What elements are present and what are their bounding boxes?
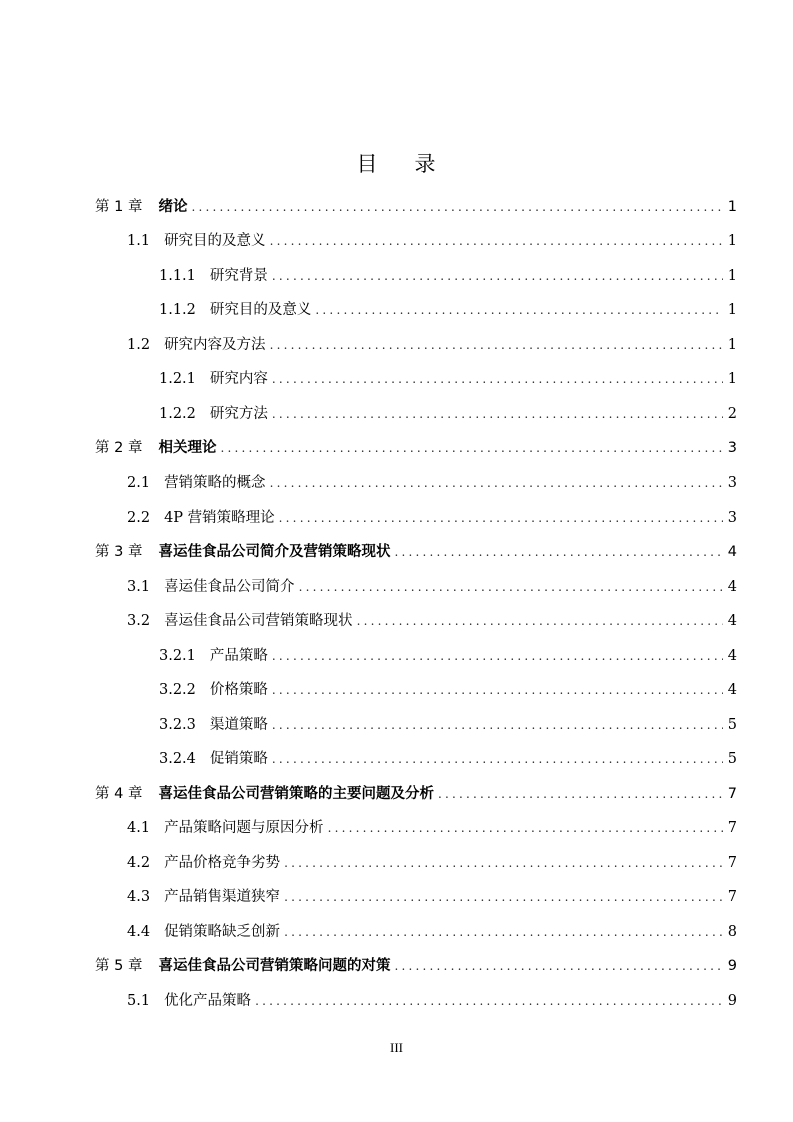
toc-entry-page: 7: [727, 889, 737, 905]
toc-entry-page: 5: [727, 717, 737, 733]
toc-entry-title: 喜运佳食品公司简介: [164, 579, 295, 595]
toc-entry: [127, 852, 737, 874]
toc-entry-number: 1.2.2: [159, 406, 196, 422]
toc-entry: [127, 886, 737, 908]
dot-leader: [328, 817, 723, 839]
toc-entry-page: 3: [727, 510, 737, 526]
dot-leader: [394, 955, 723, 977]
toc-entry-number: 4.2: [127, 855, 151, 871]
toc-entry-number: 4.4: [127, 924, 151, 940]
toc-entry-number: 1.1.2: [159, 302, 196, 318]
title-char-2: 录: [414, 152, 437, 176]
toc-entry-title: 4P 营销策略理论: [164, 510, 275, 526]
toc-entry-page: 4: [727, 544, 737, 560]
toc-entry: [127, 817, 737, 839]
toc-entry-page: 1: [727, 199, 737, 215]
toc-entry-title: 产品策略: [209, 648, 268, 664]
toc-entry-page: 7: [727, 820, 737, 836]
dot-leader: [270, 334, 723, 356]
dot-leader: [284, 852, 723, 874]
toc-entry-title: 研究目的及意义: [209, 302, 312, 318]
toc-entry-title: 喜运佳食品公司营销策略问题的对策: [158, 958, 391, 974]
dot-leader: [255, 990, 723, 1012]
toc-entry-title: 喜运佳食品公司营销策略的主要问题及分析: [158, 786, 434, 802]
toc-entry-title: 研究背景: [209, 268, 268, 284]
dot-leader: [284, 921, 723, 943]
toc-entry-page: 7: [727, 855, 737, 871]
toc-entry: [127, 576, 737, 598]
toc-entry: [127, 610, 737, 632]
toc-entry-title: 研究内容: [209, 371, 268, 387]
toc-entry-page: 3: [727, 440, 737, 456]
dot-leader: [299, 576, 723, 598]
toc-entry-number: 第 1 章: [95, 199, 143, 215]
toc-entry-number: 1.1: [127, 233, 151, 249]
toc-entry-number: 第 5 章: [95, 958, 143, 974]
dot-leader: [272, 714, 723, 736]
toc-entry: [159, 714, 737, 736]
toc-entry-page: 9: [727, 958, 737, 974]
toc-entry: [127, 507, 737, 529]
dot-leader: [272, 368, 723, 390]
toc-entry-number: 2.1: [127, 475, 151, 491]
toc-entry-number: 1.2: [127, 337, 151, 353]
toc-entry: [127, 230, 737, 252]
toc-entry-page: 7: [727, 786, 737, 802]
toc-entry-title: 研究内容及方法: [164, 337, 266, 353]
page-title: [0, 148, 793, 178]
dot-leader: [272, 403, 723, 425]
toc-entry-title: 渠道策略: [209, 717, 268, 733]
toc-entry: [127, 472, 737, 494]
toc-entry: [159, 299, 737, 321]
toc-entry-page: 1: [727, 337, 737, 353]
toc-entry: [127, 921, 737, 943]
toc-entry-page: 4: [727, 682, 737, 698]
toc-entry-number: 3.2.1: [159, 648, 196, 664]
toc-entry-page: 4: [727, 648, 737, 664]
toc-entry-number: 4.1: [127, 820, 151, 836]
dot-leader: [272, 748, 723, 770]
toc-entry: [159, 403, 737, 425]
page-number: III: [390, 1040, 403, 1055]
toc-entry: [95, 196, 737, 218]
toc-entry: [127, 334, 737, 356]
toc-entry-page: 1: [727, 268, 737, 284]
toc-entry-title: 营销策略的概念: [164, 475, 266, 491]
toc-entry-page: 9: [727, 993, 737, 1009]
dot-leader: [394, 541, 723, 563]
toc-entry-number: 第 2 章: [95, 440, 143, 456]
toc-entry-page: 5: [727, 751, 737, 767]
dot-leader: [272, 645, 723, 667]
toc-entry-page: 4: [727, 613, 737, 629]
toc-entry-number: 1.2.1: [159, 371, 196, 387]
dot-leader: [438, 783, 723, 805]
toc-entry-number: 3.2.3: [159, 717, 196, 733]
toc-entry-page: 8: [727, 924, 737, 940]
toc-entry-number: 3.2.2: [159, 682, 196, 698]
toc-entry-title: 促销策略缺乏创新: [164, 924, 281, 940]
toc-entry: [159, 368, 737, 390]
toc-entry-title: 产品销售渠道狭窄: [164, 889, 281, 905]
dot-leader: [272, 679, 723, 701]
toc-entry: [159, 645, 737, 667]
toc-entry: [95, 437, 737, 459]
toc-entry: [95, 783, 737, 805]
title-char-1: 目: [356, 152, 379, 176]
toc-entry-title: 喜运佳食品公司营销策略现状: [164, 613, 353, 629]
toc-entry-title: 促销策略: [209, 751, 268, 767]
toc-entry-title: 喜运佳食品公司简介及营销策略现状: [158, 544, 391, 560]
toc-entry: [159, 265, 737, 287]
toc-entry-page: 3: [727, 475, 737, 491]
dot-leader: [279, 507, 723, 529]
toc-entry: [127, 990, 737, 1012]
dot-leader: [272, 265, 723, 287]
toc-entry-title: 产品价格竞争劣势: [164, 855, 281, 871]
toc-entry-title: 产品策略问题与原因分析: [164, 820, 324, 836]
toc-entry-number: 1.1.1: [159, 268, 196, 284]
dot-leader: [191, 196, 723, 218]
dot-leader: [357, 610, 723, 632]
toc-entry-number: 第 3 章: [95, 544, 143, 560]
toc-entry-number: 第 4 章: [95, 786, 143, 802]
toc-entry-title: 价格策略: [209, 682, 268, 698]
toc-entry-page: 4: [727, 579, 737, 595]
toc-entry: [95, 541, 737, 563]
toc-entry-title: 绪论: [158, 199, 188, 215]
toc-entry-number: 3.2.4: [159, 751, 196, 767]
toc-entry-number: 5.1: [127, 993, 151, 1009]
toc-entry-number: 3.2: [127, 613, 151, 629]
toc-entry-page: 1: [727, 371, 737, 387]
toc-entry-page: 2: [727, 406, 737, 422]
toc-entry-title: 优化产品策略: [164, 993, 252, 1009]
dot-leader: [270, 472, 723, 494]
dot-leader: [284, 886, 723, 908]
toc-entry-number: 2.2: [127, 510, 151, 526]
dot-leader: [315, 299, 723, 321]
dot-leader: [270, 230, 723, 252]
toc-entry-number: 4.3: [127, 889, 151, 905]
toc-entry-page: 1: [727, 233, 737, 249]
toc-entry-number: 3.1: [127, 579, 151, 595]
dot-leader: [220, 437, 723, 459]
toc-entry-page: 1: [727, 302, 737, 318]
toc-entry: [159, 679, 737, 701]
toc-entry-title: 研究目的及意义: [164, 233, 266, 249]
toc-entry: [95, 955, 737, 977]
toc-entry: [159, 748, 737, 770]
toc-entry-title: 相关理论: [158, 440, 217, 456]
toc-entry-title: 研究方法: [209, 406, 268, 422]
